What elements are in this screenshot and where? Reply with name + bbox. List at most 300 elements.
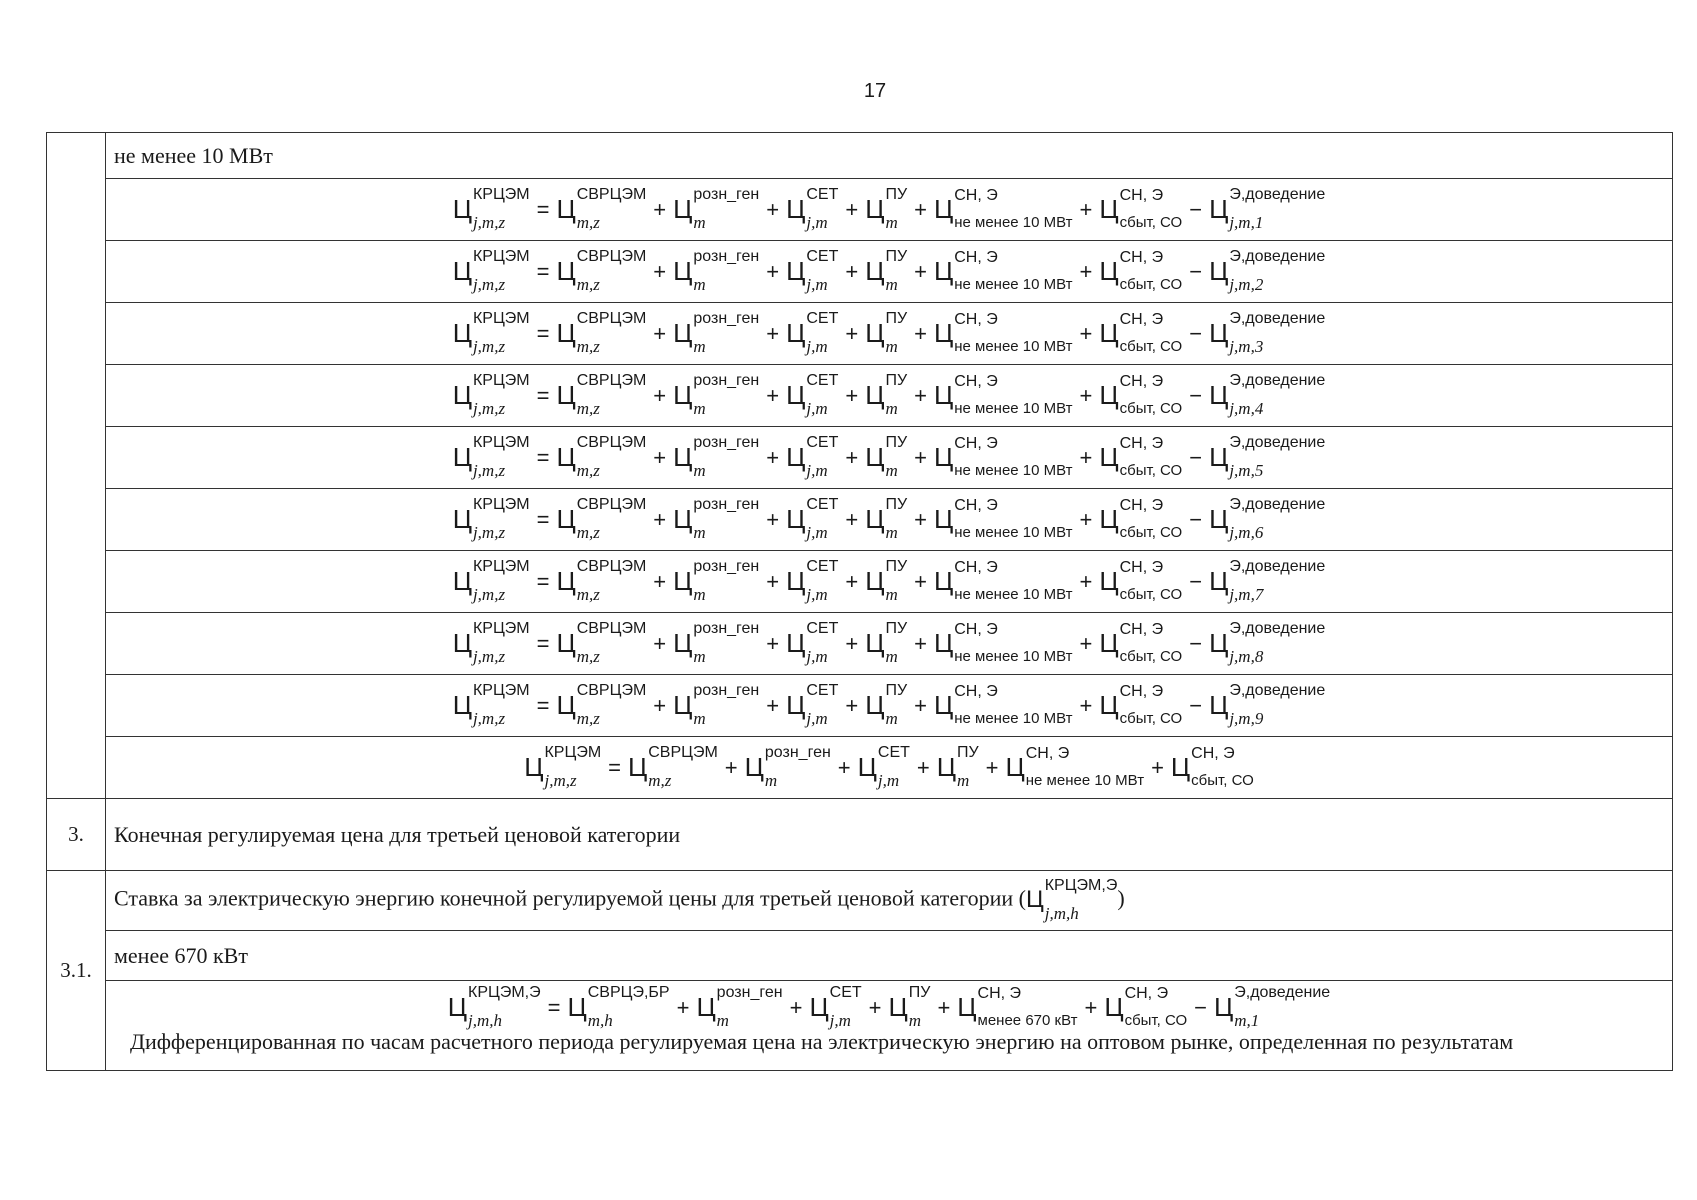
number-cell (47, 133, 106, 799)
symbol-scripts (1119, 435, 1183, 480)
table-row (47, 931, 1673, 981)
symbol-base: Ц (1099, 690, 1119, 721)
symbol-scripts (885, 496, 908, 542)
price-symbol (786, 496, 839, 542)
symbol-subscript: m,z (576, 708, 600, 728)
symbol-scripts (954, 187, 1073, 232)
price-symbol (933, 311, 1073, 356)
symbol-base: Ц (933, 628, 954, 659)
price-symbol (933, 373, 1073, 418)
symbol-base: Ц (1170, 752, 1191, 783)
operator: − (1189, 444, 1203, 470)
price-symbol (786, 248, 839, 294)
symbol-subscript: m (693, 522, 706, 542)
symbol-scripts (472, 496, 530, 542)
table-row (47, 489, 1673, 551)
symbol-superscript: ПУ (885, 558, 908, 576)
operator: − (1189, 506, 1203, 532)
table-row (47, 179, 1673, 241)
symbol-scripts (954, 559, 1073, 604)
operator: = (536, 506, 550, 532)
symbol-scripts (954, 621, 1073, 666)
symbol-subscript: j,m (806, 460, 828, 480)
symbol-base: Ц (1209, 442, 1229, 473)
operator: + (845, 258, 859, 284)
symbol-subscript: не менее 10 МВт (954, 276, 1073, 294)
symbol-scripts (576, 434, 647, 480)
symbol-scripts (954, 435, 1073, 480)
symbol-scripts (1191, 745, 1254, 790)
symbol-scripts (885, 682, 908, 728)
symbol-base: Ц (1099, 442, 1119, 473)
symbol-base: Ц (865, 256, 885, 287)
price-symbol (452, 248, 530, 294)
symbol-superscript: СВРЦЭМ (576, 434, 647, 452)
formula-cell (106, 489, 1673, 551)
formula-cell (106, 241, 1673, 303)
symbol-subscript: не менее 10 МВт (954, 586, 1073, 604)
operator: + (845, 506, 859, 532)
symbol-scripts (954, 249, 1073, 294)
symbol-subscript: m (908, 1010, 922, 1030)
price-symbol (786, 186, 839, 232)
note-text: Дифференцированная по часам расчетного периода регулируемая цена на электрическую энергию на оптовом рынке, определенная по результатам (130, 1028, 1514, 1054)
operator: = (536, 630, 550, 656)
symbol-base: Ц (786, 504, 806, 535)
symbol-superscript: СЕТ (806, 496, 839, 514)
symbol-base: Ц (556, 442, 576, 473)
price-symbol (1214, 984, 1331, 1030)
section-title-text: Ставка за электрическую энергию конечной регулируемой цены для третьей ценовой категории ( (114, 885, 1026, 911)
symbol-superscript: СН, Э (954, 559, 998, 577)
symbol-scripts (954, 683, 1073, 728)
operator: + (914, 444, 927, 470)
symbol-scripts (576, 186, 647, 232)
price-symbol (786, 434, 839, 480)
operator: − (1194, 994, 1208, 1020)
symbol-subscript: j,m (806, 212, 828, 232)
symbol-base: Ц (1099, 628, 1119, 659)
symbol-base: Ц (1005, 752, 1025, 783)
price-symbol (1099, 249, 1183, 294)
price-symbol (452, 496, 530, 542)
symbol-scripts (1229, 496, 1326, 542)
symbol-base: Ц (888, 992, 908, 1023)
symbol-base: Ц (786, 380, 806, 411)
symbol-superscript: ПУ (885, 186, 908, 204)
symbol-subscript: m (885, 274, 898, 294)
price-symbol (957, 985, 1078, 1030)
symbol-subscript: j,m,z (544, 770, 577, 790)
symbol-base: Ц (933, 442, 954, 473)
symbol-subscript: сбыт, СО (1119, 338, 1183, 356)
symbol-superscript: СН, Э (954, 435, 998, 453)
operator: + (653, 382, 667, 408)
formula (451, 558, 1328, 604)
symbol-base: Ц (1214, 992, 1234, 1023)
symbol-superscript: розн_ген (693, 372, 760, 390)
table-row (47, 799, 1673, 871)
symbol-superscript: Э,доведение (1229, 248, 1326, 266)
price-symbol (744, 744, 831, 790)
symbol-superscript: Э,доведение (1229, 620, 1326, 638)
price-symbol (865, 434, 908, 480)
operator: − (1189, 382, 1203, 408)
operator: + (653, 320, 667, 346)
symbol-subscript: m,z (576, 460, 600, 480)
symbol-subscript: сбыт, СО (1119, 462, 1183, 480)
operator: − (1189, 692, 1203, 718)
symbol-scripts (1229, 434, 1326, 480)
symbol-subscript: j,m,2 (1229, 274, 1264, 294)
symbol-superscript: розн_ген (693, 186, 760, 204)
operator: + (1079, 692, 1093, 718)
operator: − (1189, 320, 1203, 346)
operator: + (937, 994, 951, 1020)
symbol-superscript: Э,доведение (1234, 984, 1331, 1002)
symbol-scripts (885, 620, 908, 666)
price-symbol (865, 620, 908, 666)
symbol-scripts (806, 310, 839, 356)
operator: + (845, 320, 859, 346)
price-symbol (933, 435, 1073, 480)
price-symbol (673, 248, 760, 294)
operator: + (676, 994, 690, 1020)
symbol-scripts (472, 186, 530, 232)
price-symbol (865, 682, 908, 728)
symbol-base: Ц (452, 690, 472, 721)
price-symbol (1209, 682, 1326, 728)
symbol-superscript: КРЦЭМ (472, 496, 530, 514)
price-symbol (1099, 683, 1183, 728)
section-header: не менее 10 МВт (106, 133, 1673, 179)
symbol-scripts (693, 434, 760, 480)
symbol-superscript: розн_ген (693, 682, 760, 700)
operator: + (914, 196, 927, 222)
operator: + (1079, 320, 1093, 346)
symbol-scripts (806, 186, 839, 232)
price-symbol (673, 496, 760, 542)
symbol-subscript: не менее 10 МВт (1025, 772, 1145, 790)
symbol-scripts (806, 682, 839, 728)
symbol-subscript: m (885, 460, 898, 480)
formula-cell (106, 551, 1673, 613)
symbol-subscript: m (693, 460, 706, 480)
operator: + (985, 754, 999, 780)
price-symbol (1099, 373, 1183, 418)
symbol-subscript: m (764, 770, 778, 790)
symbol-scripts (576, 620, 647, 666)
symbol-scripts (472, 620, 530, 666)
symbol-scripts (472, 248, 530, 294)
symbol-superscript: СН, Э (1119, 249, 1164, 267)
price-symbol (936, 744, 979, 790)
symbol-scripts (1025, 745, 1145, 790)
table-row (47, 613, 1673, 675)
symbol-base: Ц (936, 752, 956, 783)
formula-cell (106, 675, 1673, 737)
operator: + (845, 196, 859, 222)
symbol-subscript: m,z (576, 274, 600, 294)
symbol-superscript: КРЦЭМ (472, 434, 530, 452)
price-symbol (1099, 187, 1183, 232)
symbol-subscript: m,z (576, 646, 600, 666)
operator: + (914, 692, 927, 718)
symbol-subscript: не менее 10 МВт (954, 214, 1073, 232)
symbol-base: Ц (786, 628, 806, 659)
symbol-subscript: m,z (576, 522, 600, 542)
operator: + (766, 382, 780, 408)
symbol-base: Ц (1104, 992, 1124, 1023)
symbol-superscript: розн_ген (693, 310, 760, 328)
symbol-base: Ц (865, 504, 885, 535)
symbol-scripts (1229, 372, 1326, 418)
price-symbol (452, 558, 530, 604)
symbol-base: Ц (1209, 380, 1229, 411)
symbol-subscript: m (885, 522, 898, 542)
symbol-base: Ц (673, 442, 693, 473)
formula (451, 682, 1328, 728)
symbol-superscript: Э,доведение (1229, 682, 1326, 700)
symbol-superscript: КРЦЭМ (472, 248, 530, 266)
symbol-superscript: Э,доведение (1229, 372, 1326, 390)
symbol-subscript: не менее 10 МВт (954, 710, 1073, 728)
symbol-subscript: j,m,4 (1229, 398, 1264, 418)
symbol-base: Ц (933, 194, 954, 225)
section-title: Конечная регулируемая цена для третьей ценовой категории (106, 799, 1673, 871)
symbol-scripts (693, 372, 760, 418)
symbol-subscript: m (693, 212, 706, 232)
symbol-superscript: ПУ (885, 682, 908, 700)
symbol-superscript: СВРЦЭМ (576, 248, 647, 266)
symbol-base: Ц (933, 318, 954, 349)
price-symbol (567, 984, 670, 1030)
symbol-scripts (472, 434, 530, 480)
operator: + (653, 692, 667, 718)
symbol-superscript: КРЦЭМ (472, 372, 530, 390)
symbol-base: Ц (452, 504, 472, 535)
price-symbol (857, 744, 910, 790)
formula (451, 434, 1328, 480)
symbol-subscript: m (693, 398, 706, 418)
symbol-superscript: СН, Э (1119, 497, 1164, 515)
symbol-superscript: ПУ (956, 744, 979, 762)
symbol-scripts (1119, 249, 1183, 294)
symbol-base: Ц (933, 504, 954, 535)
symbol-superscript: ПУ (885, 310, 908, 328)
symbol-scripts (764, 744, 831, 790)
symbol-superscript: СЕТ (829, 984, 862, 1002)
symbol-scripts (693, 682, 760, 728)
symbol-subscript: j,m (806, 522, 828, 542)
symbol-scripts (576, 372, 647, 418)
operator: + (789, 994, 803, 1020)
symbol-superscript: ПУ (885, 248, 908, 266)
symbol-subscript: m,z (576, 336, 600, 356)
symbol-superscript: СН, Э (954, 311, 998, 329)
symbol-superscript: Э,доведение (1229, 310, 1326, 328)
price-symbol (673, 620, 760, 666)
operator: + (1079, 506, 1093, 532)
price-symbol (1005, 745, 1145, 790)
price-symbol (452, 372, 530, 418)
operator: + (653, 444, 667, 470)
operator: = (536, 382, 550, 408)
symbol-base: Ц (1209, 504, 1229, 535)
operator: + (1079, 382, 1093, 408)
symbol-superscript: Э,доведение (1229, 558, 1326, 576)
symbol-base: Ц (786, 690, 806, 721)
price-symbol (1099, 559, 1183, 604)
operator: − (1189, 630, 1203, 656)
symbol-superscript: СЕТ (806, 248, 839, 266)
price-symbol (556, 682, 647, 728)
symbol-subscript: m (956, 770, 970, 790)
symbol-scripts (885, 186, 908, 232)
symbol-base: Ц (556, 318, 576, 349)
symbol-subscript: m (693, 584, 706, 604)
symbol-base: Ц (556, 256, 576, 287)
symbol-superscript: СН, Э (954, 187, 998, 205)
symbol-superscript: СН, Э (954, 497, 998, 515)
symbol-subscript: j,m,3 (1229, 336, 1264, 356)
symbol-superscript: КРЦЭМ,Э (1044, 877, 1118, 895)
operator: = (608, 754, 621, 780)
symbol-subscript: j,m,z (472, 336, 506, 356)
symbol-base: Ц (1099, 318, 1119, 349)
price-symbol (786, 558, 839, 604)
symbol-superscript: СН, Э (1119, 187, 1164, 205)
symbol-subscript: сбыт, СО (1119, 648, 1183, 666)
price-symbol (673, 186, 760, 232)
symbol-superscript: ПУ (885, 496, 908, 514)
operator: + (914, 382, 927, 408)
table-row (47, 871, 1673, 931)
price-symbol (1209, 496, 1326, 542)
symbol-subscript: m,z (576, 584, 600, 604)
symbol-superscript: КРЦЭМ (472, 558, 530, 576)
price-symbol (933, 559, 1073, 604)
symbol-scripts (1119, 497, 1183, 542)
symbol-scripts (885, 248, 908, 294)
symbol-subscript: j,m (829, 1010, 851, 1030)
operator: + (766, 320, 780, 346)
symbol-scripts (1119, 187, 1183, 232)
formula-cell (106, 981, 1673, 1071)
formula (446, 984, 1332, 1030)
symbol-superscript: СЕТ (806, 310, 839, 328)
symbol-superscript: КРЦЭМ (472, 620, 530, 638)
symbol-superscript: ПУ (885, 372, 908, 390)
symbol-superscript: СН, Э (1191, 745, 1235, 763)
price-symbol (786, 310, 839, 356)
symbol-subscript: j,m,9 (1229, 708, 1264, 728)
operator: + (1079, 630, 1093, 656)
price-symbol (865, 310, 908, 356)
price-symbol (865, 496, 908, 542)
symbol-scripts (693, 558, 760, 604)
symbol-base: Ц (1025, 886, 1044, 914)
symbol-base: Ц (865, 442, 885, 473)
symbol-scripts (587, 984, 670, 1030)
symbol-scripts (885, 310, 908, 356)
operator: + (845, 630, 859, 656)
operator: − (1189, 258, 1203, 284)
symbol-base: Ц (1209, 690, 1229, 721)
symbol-subscript: j,m,6 (1229, 522, 1264, 542)
table-row (47, 303, 1673, 365)
symbol-superscript: КРЦЭМ (472, 186, 530, 204)
symbol-scripts (472, 558, 530, 604)
symbol-subscript: j,m (806, 398, 828, 418)
symbol-scripts (716, 984, 783, 1030)
symbol-subscript: j,m,7 (1229, 584, 1264, 604)
symbol-subscript: j,m,h (1044, 903, 1079, 923)
symbol-superscript: КРЦЭМ (472, 310, 530, 328)
symbol-scripts (806, 372, 839, 418)
symbol-superscript: СЕТ (806, 186, 839, 204)
symbol-superscript: СВРЦЭМ (576, 186, 647, 204)
subsection-header: менее 670 кВт (106, 931, 1673, 981)
symbol-scripts (885, 558, 908, 604)
symbol-subscript: j,m (806, 336, 828, 356)
symbol-base: Ц (957, 992, 977, 1023)
operator: + (914, 320, 927, 346)
symbol-base: Ц (786, 256, 806, 287)
symbol-base: Ц (1209, 318, 1229, 349)
formula-cell (106, 613, 1673, 675)
price-symbol (452, 620, 530, 666)
symbol-scripts (1229, 558, 1326, 604)
symbol-base: Ц (1099, 380, 1119, 411)
symbol-scripts (806, 496, 839, 542)
symbol-scripts (544, 744, 602, 790)
symbol-base: Ц (857, 752, 877, 783)
symbol-base: Ц (452, 628, 472, 659)
symbol-superscript: СН, Э (1119, 683, 1164, 701)
price-symbol (1209, 372, 1326, 418)
symbol-scripts (576, 496, 647, 542)
symbol-superscript: СЕТ (806, 372, 839, 390)
symbol-scripts (1119, 311, 1183, 356)
symbol-superscript: СВРЦЭМ (576, 310, 647, 328)
price-symbol (556, 496, 647, 542)
price-symbol (1104, 985, 1188, 1030)
symbol-superscript: СН, Э (954, 373, 998, 391)
operator: + (766, 692, 780, 718)
operator: + (868, 994, 882, 1020)
formula-cell (106, 737, 1673, 799)
operator: + (1151, 754, 1164, 780)
operator: + (1084, 994, 1098, 1020)
price-symbol (673, 434, 760, 480)
symbol-base: Ц (556, 690, 576, 721)
symbol-superscript: СВРЦЭ,БР (587, 984, 670, 1002)
formula (451, 248, 1328, 294)
section-title-close: ) (1117, 885, 1125, 911)
symbol-scripts (954, 373, 1073, 418)
symbol-subscript: сбыт, СО (1119, 214, 1183, 232)
symbol-base: Ц (786, 566, 806, 597)
symbol-subscript: j,m,1 (1229, 212, 1264, 232)
symbol-scripts (693, 620, 760, 666)
operator: = (536, 320, 550, 346)
operator: + (1079, 444, 1093, 470)
symbol-superscript: СВРЦЭМ (576, 682, 647, 700)
price-symbol (1209, 434, 1326, 480)
symbol-base: Ц (786, 318, 806, 349)
operator: = (536, 258, 550, 284)
